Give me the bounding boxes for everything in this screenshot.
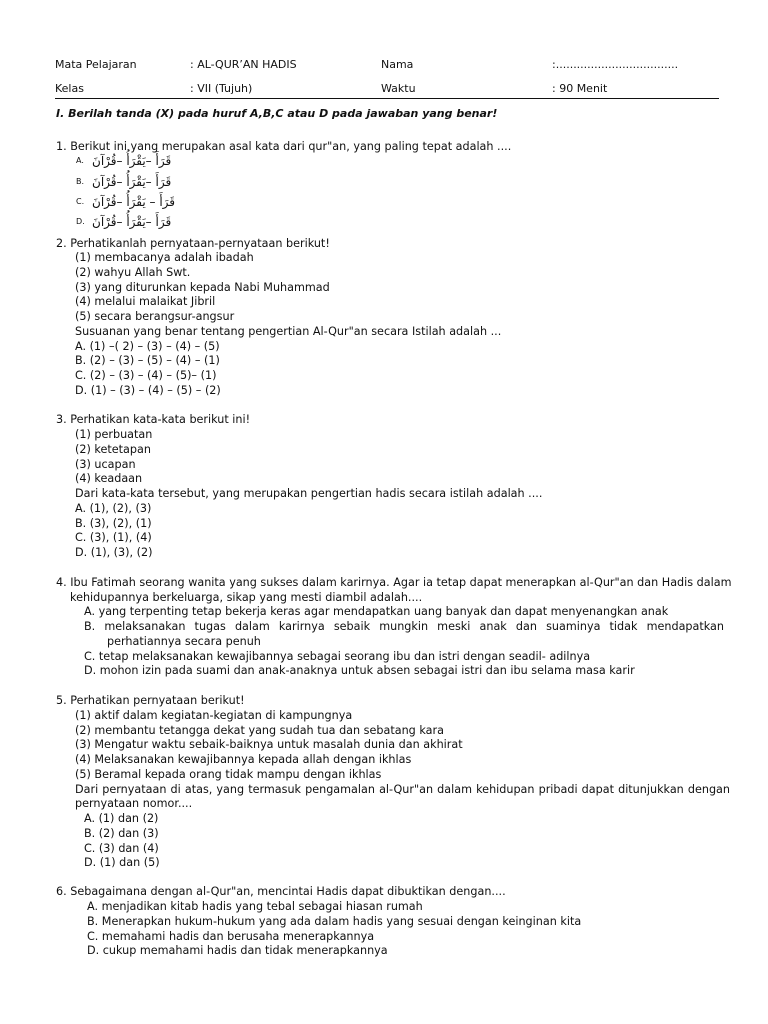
q2-item-4: (4) melalui malaikat Jibril [75,295,216,308]
q5-item-5: (5) Beramal kepada orang tidak mampu dengan ikhlas [75,768,382,781]
q6-option-d[interactable]: D. cukup memahami hadis dan tidak menerapkannya [87,944,388,957]
q5-option-b[interactable]: B. (2) dan (3) [84,827,159,840]
q2-item-5: (5) secara berangsur-angsur [75,310,235,323]
q3-item-1: (1) perbuatan [75,428,153,441]
q5-item-2: (2) membantu tetangga dekat yang sudah tua dan sebatang kara [75,724,444,737]
instruction: I. Berilah tanda (X) pada huruf A,B,C atau D pada jawaban yang benar! [56,107,498,120]
time-value: : 90 Menit [552,82,608,95]
q1-option-a-letter: A. [76,156,84,165]
q4-stem-continued: kehidupannya berkeluarga, sikap yang mesti diambil adalah.... [70,591,423,604]
q1-option-c-arabic: قَرَأَ – يَقْرَأُ –قُرْآنَ [92,195,176,209]
q4-option-b[interactable]: B. melaksanakan tugas dalam karirnya sebaik mungkin meski anak dan suaminya tidak mendapatkan [84,620,724,633]
q5-option-d[interactable]: D. (1) dan (5) [84,856,160,869]
q3-option-a[interactable]: A. (1), (2), (3) [75,502,152,515]
q5-item-4: (4) Melaksanakan kewajibannya kepada allah dengan ikhlas [75,753,412,766]
q1-stem: 1. Berikut ini yang merupakan asal kata dari qur"an, yang paling tepat adalah .... [56,140,512,153]
q5-option-c[interactable]: C. (3) dan (4) [84,842,159,855]
class-label: Kelas [55,82,84,95]
q2-option-d[interactable]: D. (1) – (3) – (4) – (5) – (2) [75,384,221,397]
q6-option-b[interactable]: B. Menerapkan hukum-hukum yang ada dalam hadis yang sesuai dengan keinginan kita [87,915,582,928]
q2-question: Susuanan yang benar tentang pengertian Al-Qur"an secara Istilah adalah ... [75,325,502,338]
q3-option-d[interactable]: D. (1), (3), (2) [75,546,153,559]
header-divider [55,98,719,99]
q2-option-b[interactable]: B. (2) – (3) – (5) – (4) – (1) [75,354,220,367]
name-label: Nama [381,58,414,71]
q4-option-c[interactable]: C. tetap melaksanakan kewajibannya sebagai seorang ibu dan istri dengan seadil- adilnya [84,650,591,663]
q1-option-c-letter: C. [76,197,85,206]
q1-option-c[interactable] [76,195,175,210]
q4-option-b-continued: perhatiannya secara penuh [107,635,261,648]
q2-option-c[interactable]: C. (2) – (3) – (4) – (5)– (1) [75,369,217,382]
q1-option-d-letter: D. [76,217,85,226]
q1-option-d[interactable] [76,215,171,230]
q6-option-c[interactable]: C. memahami hadis dan berusaha menerapkannya [87,930,375,943]
q3-option-c[interactable]: C. (3), (1), (4) [75,531,152,544]
q4-option-a[interactable]: A. yang terpenting tetap bekerja keras agar mendapatkan uang banyak dan dapat menyenangkan anak [84,605,669,618]
q3-item-3: (3) ucapan [75,458,136,471]
q1-option-a-arabic: قَرَأَ –يَقْرَأُ –قُرْآنَ [92,154,172,168]
q5-stem: 5. Perhatikan pernyataan berikut! [56,694,245,707]
name-value[interactable]: :................................... [552,58,679,71]
q3-stem: 3. Perhatikan kata-kata berikut ini! [56,413,251,426]
q2-item-3: (3) yang diturunkan kepada Nabi Muhammad [75,281,330,294]
q2-option-a[interactable]: A. (1) –( 2) – (3) – (4) – (5) [75,340,220,353]
q1-option-a[interactable] [76,154,171,169]
class-value: : VII (Tujuh) [190,82,253,95]
q1-option-b[interactable] [76,175,171,190]
subject-value: : AL-QUR’AN HADIS [190,58,297,71]
q5-item-1: (1) aktif dalam kegiatan-kegiatan di kampungnya [75,709,353,722]
q5-item-3: (3) Mengatur waktu sebaik-baiknya untuk masalah dunia dan akhirat [75,738,463,751]
q3-question: Dari kata-kata tersebut, yang merupakan pengertian hadis secara istilah adalah .... [75,487,543,500]
q5-question-continued: pernyataan nomor.... [75,797,193,810]
subject-label: Mata Pelajaran [55,58,137,71]
q6-option-a[interactable]: A. menjadikan kitab hadis yang tebal sebagai hiasan rumah [87,900,423,913]
q2-item-2: (2) wahyu Allah Swt. [75,266,191,279]
q1-option-d-arabic: قَرَأَ –يَقْرَأُ –قُرْآنَ [92,215,172,229]
q6-stem: 6. Sebagaimana dengan al-Qur"an, mencintai Hadis dapat dibuktikan dengan.... [56,885,506,898]
q3-item-4: (4) keadaan [75,472,143,485]
q1-option-b-arabic: قَرَأَ –يَقْرَأُ –قُرْآنَ [92,175,172,189]
q2-item-1: (1) membacanya adalah ibadah [75,251,254,264]
q5-question: Dari pernyataan di atas, yang termasuk pengamalan al-Qur"an dalam kehidupan pribadi dapat ditunjukkan dengan [75,783,730,796]
q4-stem: 4. Ibu Fatimah seorang wanita yang sukses dalam karirnya. Agar ia tetap dapat menerapkan al-Qur"an dan Hadis dalam [56,576,732,589]
q3-item-2: (2) ketetapan [75,443,151,456]
time-label: Waktu [381,82,416,95]
q1-option-b-letter: B. [76,177,85,186]
q3-option-b[interactable]: B. (3), (2), (1) [75,517,152,530]
q4-option-d[interactable]: D. mohon izin pada suami dan anak-anaknya untuk absen sebagai istri dan ibu selama masa karir [84,664,635,677]
q2-stem: 2. Perhatikanlah pernyataan-pernyataan berikut! [56,237,330,250]
q5-option-a[interactable]: A. (1) dan (2) [84,812,159,825]
